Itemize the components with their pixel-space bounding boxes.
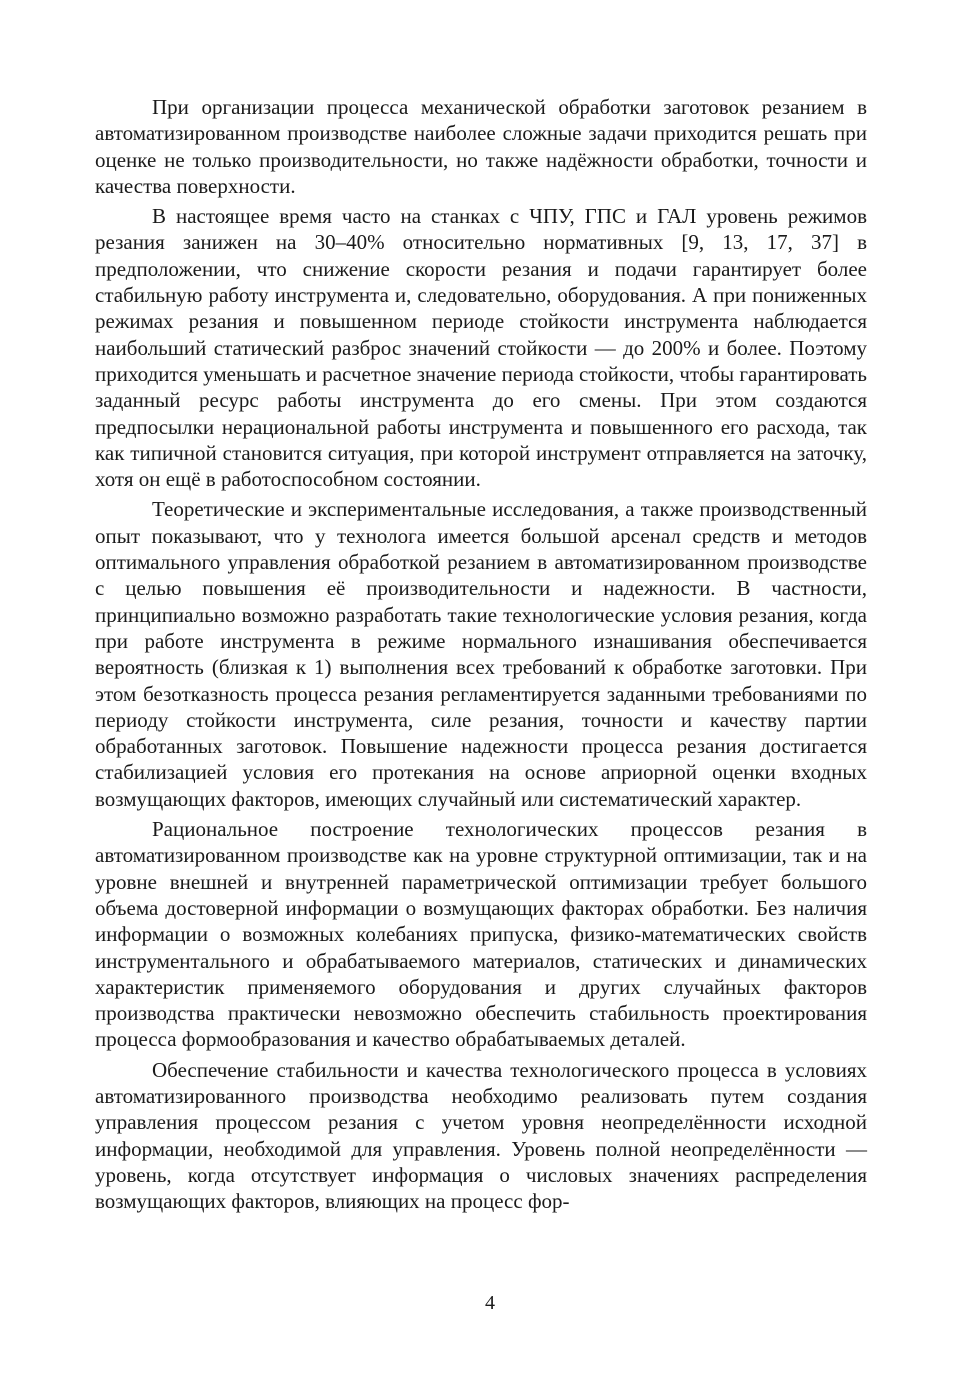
paragraph-1: При организации процесса механической обработки заготовок резанием в автоматизированном производстве наиболее сложные задачи приходится решать при оценке не только производительности, но также надёжности обработки, точности и качества поверхности. (95, 95, 867, 198)
document-body (95, 94, 867, 1218)
paragraph-3: Теоретические и экспериментальные исследования, а также производственный опыт показывают, что у технолога имеется большой арсенал средств и методов оптимального управления обработкой резанием в автоматизированном производстве с целью повышения её производительности и надежности. В частности, принципиально возможно разработать такие технологические условия резания, когда при работе инструмента в режиме нормального изнашивания обеспечивается вероятность (близкая к 1) выполнения всех требований к обработке заготовки. При этом безотказность процесса резания регламентируется заданными требованиями по периоду стойкости инструмента, силе резания, точности и качеству партии обработанных заготовок. Повышение надежности процесса резания достигается стабилизацией условия его протекания на основе априорной оценки входных возмущающих факторов, имеющих случайный или систематический характер. (95, 497, 867, 811)
paragraph-4: Рациональное построение технологических процессов резания в автоматизированном производстве как на уровне структурной оптимизации, так и на уровне внешней и внутренней параметрической оптимизации требует большого объема достоверной информации о возмущающих факторах обработки. Без наличия информации о возможных колебаниях припуска, физико-математических свойств инструментального и обрабатываемого материалов, статических и динамических характеристик применяемого оборудования и других случайных факторов производства практически невозможно обеспечить стабильность проектирования процесса формообразования и качество обрабатываемых деталей. (95, 817, 867, 1052)
paragraph-2: В настоящее время часто на станках с ЧПУ, ГПС и ГАЛ уровень режимов резания занижен на 30–40% относительно нормативных [9, 13, 17, 37] в предположении, что снижение скорости резания и подачи гарантирует более стабильную работу инструмента и, следовательно, оборудования. А при пониженных режимах резания и повышенном периоде стойкости инструмента наблюдается наибольший статический разброс значений стойкости — до 200% и более. Поэтому приходится уменьшать и расчетное значение периода стойкости, чтобы гарантировать заданный ресурс работы инструмента до его смены. При этом создаются предпосылки нерациональной работы инструмента и повышенного его расхода, так как типичной становится ситуация, при которой инструмент отправляется на заточку, хотя он ещё в работоспособном состоянии. (95, 204, 867, 492)
paragraph-5: Обеспечение стабильности и качества технологического процесса в условиях автоматизированного производства необходимо реализовать путем создания управления процессом резания с учетом уровня неопределённости исходной информации, необходимой для управления. Уровень полной неопределённости — уровень, когда отсутствует информация о числовых значениях распределения возмущающих факторов, влияющих на процесс фор- (95, 1057, 867, 1214)
page-number: 4 (485, 1292, 495, 1314)
